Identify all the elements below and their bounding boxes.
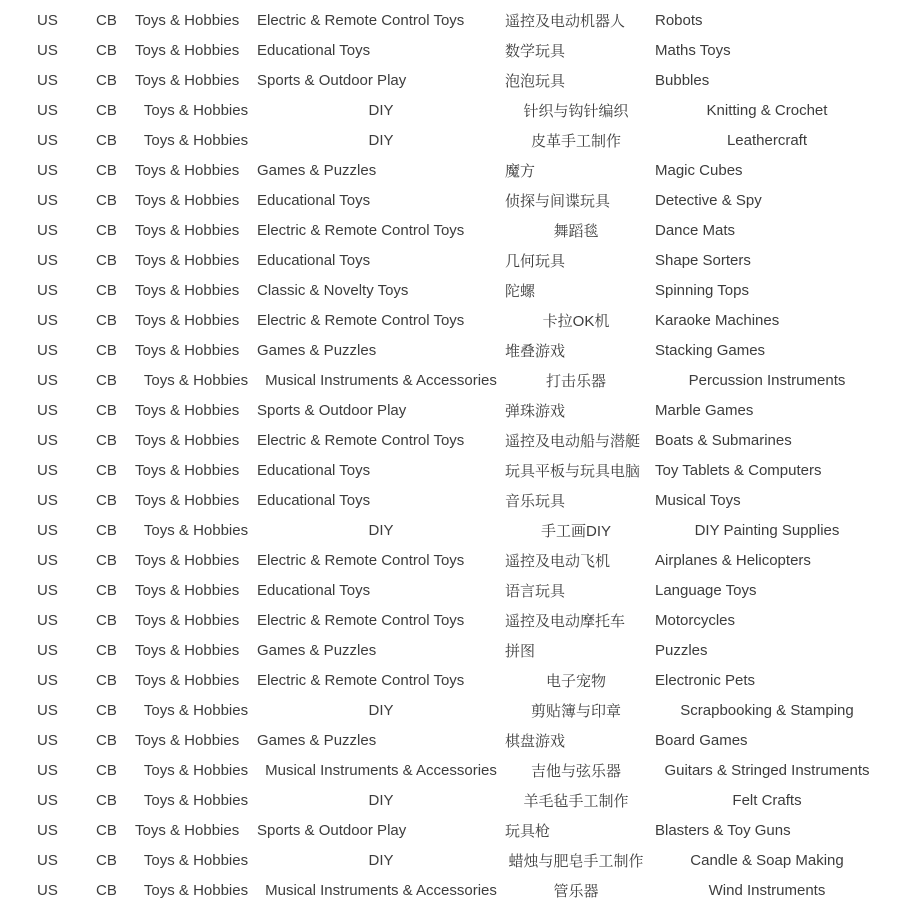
category-l1-cell: Toys & Hobbies	[143, 701, 249, 719]
category-l1-cell: Toys & Hobbies	[143, 521, 249, 539]
category-l1-cell: Toys & Hobbies	[135, 11, 240, 29]
channel-cell: CB	[96, 101, 117, 119]
category-en-cell: Board Games	[655, 731, 748, 749]
site-cell: US	[37, 851, 58, 869]
category-l1-cell: Toys & Hobbies	[135, 251, 240, 269]
category-en-cell: Stacking Games	[655, 341, 766, 359]
category-en-cell: Toy Tablets & Computers	[655, 461, 822, 479]
channel-cell: CB	[96, 641, 117, 659]
category-zh-cell: 音乐玩具	[505, 492, 566, 510]
site-cell: US	[37, 131, 58, 149]
category-l1-cell: Toys & Hobbies	[135, 41, 240, 59]
table-row	[0, 65, 904, 95]
site-cell: US	[37, 401, 58, 419]
site-cell: US	[37, 431, 58, 449]
category-en-cell: Knitting & Crochet	[706, 101, 828, 119]
table-row	[0, 155, 904, 185]
category-l1-cell: Toys & Hobbies	[135, 551, 240, 569]
category-zh-cell: 剪贴簿与印章	[530, 702, 621, 720]
category-l2-cell: Games & Puzzles	[257, 161, 377, 179]
category-l1-cell: Toys & Hobbies	[143, 761, 249, 779]
category-l2-cell: Educational Toys	[257, 191, 371, 209]
category-zh-cell: 玩具枪	[505, 822, 551, 840]
channel-cell: CB	[96, 791, 117, 809]
category-en-cell: Scrapbooking & Stamping	[680, 701, 854, 719]
table-row	[0, 335, 904, 365]
category-l2-cell: Electric & Remote Control Toys	[257, 311, 465, 329]
category-l1-cell: Toys & Hobbies	[143, 881, 249, 899]
table-row	[0, 605, 904, 635]
site-cell: US	[37, 791, 58, 809]
table-row	[0, 875, 904, 905]
site-cell: US	[37, 881, 58, 899]
category-l2-cell: Educational Toys	[257, 491, 371, 509]
channel-cell: CB	[96, 851, 117, 869]
site-cell: US	[37, 761, 58, 779]
category-zh-cell: 魔方	[505, 162, 536, 180]
category-l2-cell: Electric & Remote Control Toys	[257, 611, 465, 629]
site-cell: US	[37, 341, 58, 359]
category-en-cell: Puzzles	[655, 641, 708, 659]
category-en-cell: Electronic Pets	[655, 671, 756, 689]
category-l2-cell: Electric & Remote Control Toys	[257, 551, 465, 569]
channel-cell: CB	[96, 131, 117, 149]
category-l1-cell: Toys & Hobbies	[143, 791, 249, 809]
table-row	[0, 455, 904, 485]
category-l2-cell: Sports & Outdoor Play	[257, 71, 407, 89]
table-row	[0, 215, 904, 245]
category-l2-cell: Electric & Remote Control Toys	[257, 671, 465, 689]
site-cell: US	[37, 461, 58, 479]
category-zh-cell: 遥控及电动机器人	[505, 12, 626, 30]
category-l1-cell: Toys & Hobbies	[135, 71, 240, 89]
category-l2-cell: Musical Instruments & Accessories	[265, 371, 497, 389]
category-zh-cell: 泡泡玩具	[505, 72, 566, 90]
table-row	[0, 5, 904, 35]
site-cell: US	[37, 251, 58, 269]
category-zh-cell: 手工画DIY	[540, 522, 611, 540]
category-l2-cell: DIY	[368, 851, 394, 869]
category-zh-cell: 吉他与弦乐器	[530, 762, 621, 780]
channel-cell: CB	[96, 251, 117, 269]
category-zh-cell: 电子宠物	[545, 672, 606, 690]
table-row	[0, 185, 904, 215]
category-zh-cell: 打击乐器	[545, 372, 606, 390]
channel-cell: CB	[96, 881, 117, 899]
channel-cell: CB	[96, 401, 117, 419]
category-l1-cell: Toys & Hobbies	[143, 371, 249, 389]
category-l2-cell: Games & Puzzles	[257, 641, 377, 659]
category-zh-cell: 羊毛毡手工制作	[523, 792, 629, 810]
category-l2-cell: Educational Toys	[257, 581, 371, 599]
category-l2-cell: Musical Instruments & Accessories	[265, 761, 497, 779]
table-row	[0, 545, 904, 575]
category-l1-cell: Toys & Hobbies	[135, 821, 240, 839]
site-cell: US	[37, 371, 58, 389]
table-row	[0, 755, 904, 785]
site-cell: US	[37, 11, 58, 29]
site-cell: US	[37, 731, 58, 749]
category-zh-cell: 卡拉OK机	[542, 312, 610, 330]
site-cell: US	[37, 701, 58, 719]
category-en-cell: Magic Cubes	[655, 161, 743, 179]
category-l2-cell: Electric & Remote Control Toys	[257, 11, 465, 29]
site-cell: US	[37, 521, 58, 539]
category-zh-cell: 遥控及电动船与潜艇	[505, 432, 641, 450]
category-en-cell: Language Toys	[655, 581, 757, 599]
site-cell: US	[37, 221, 58, 239]
channel-cell: CB	[96, 281, 117, 299]
site-cell: US	[37, 41, 58, 59]
category-l2-cell: DIY	[368, 131, 394, 149]
category-zh-cell: 拼图	[505, 642, 536, 660]
category-en-cell: Felt Crafts	[732, 791, 802, 809]
table-row	[0, 695, 904, 725]
table-row	[0, 845, 904, 875]
category-l1-cell: Toys & Hobbies	[135, 191, 240, 209]
category-en-cell: Marble Games	[655, 401, 754, 419]
category-en-cell: Dance Mats	[655, 221, 736, 239]
table-row	[0, 515, 904, 545]
channel-cell: CB	[96, 821, 117, 839]
category-en-cell: Karaoke Machines	[655, 311, 780, 329]
category-l2-cell: DIY	[368, 101, 394, 119]
table-row	[0, 425, 904, 455]
category-l1-cell: Toys & Hobbies	[135, 401, 240, 419]
channel-cell: CB	[96, 311, 117, 329]
channel-cell: CB	[96, 581, 117, 599]
channel-cell: CB	[96, 11, 117, 29]
table-row	[0, 395, 904, 425]
table-row	[0, 365, 904, 395]
category-l2-cell: Games & Puzzles	[257, 341, 377, 359]
category-en-cell: Airplanes & Helicopters	[655, 551, 811, 569]
category-zh-cell: 皮革手工制作	[530, 132, 621, 150]
category-zh-cell: 侦探与间谍玩具	[505, 192, 611, 210]
channel-cell: CB	[96, 611, 117, 629]
channel-cell: CB	[96, 341, 117, 359]
channel-cell: CB	[96, 701, 117, 719]
category-en-cell: Motorcycles	[655, 611, 736, 629]
category-zh-cell: 堆叠游戏	[505, 342, 566, 360]
channel-cell: CB	[96, 461, 117, 479]
table-row	[0, 575, 904, 605]
category-l2-cell: Educational Toys	[257, 41, 371, 59]
category-zh-cell: 陀螺	[505, 282, 536, 300]
category-l1-cell: Toys & Hobbies	[143, 131, 249, 149]
category-l1-cell: Toys & Hobbies	[135, 341, 240, 359]
channel-cell: CB	[96, 161, 117, 179]
category-l1-cell: Toys & Hobbies	[135, 281, 240, 299]
category-l2-cell: Electric & Remote Control Toys	[257, 221, 465, 239]
site-cell: US	[37, 161, 58, 179]
category-en-cell: Shape Sorters	[655, 251, 751, 269]
category-l2-cell: DIY	[368, 791, 394, 809]
category-l1-cell: Toys & Hobbies	[143, 101, 249, 119]
site-cell: US	[37, 71, 58, 89]
table-row	[0, 125, 904, 155]
table-row	[0, 95, 904, 125]
category-zh-cell: 语言玩具	[505, 582, 566, 600]
category-zh-cell: 蜡烛与肥皂手工制作	[508, 852, 644, 870]
channel-cell: CB	[96, 191, 117, 209]
category-l1-cell: Toys & Hobbies	[135, 491, 240, 509]
category-en-cell: DIY Painting Supplies	[694, 521, 840, 539]
category-en-cell: Boats & Submarines	[655, 431, 792, 449]
table-row	[0, 305, 904, 335]
channel-cell: CB	[96, 371, 117, 389]
category-l2-cell: DIY	[368, 701, 394, 719]
category-l1-cell: Toys & Hobbies	[135, 731, 240, 749]
channel-cell: CB	[96, 431, 117, 449]
category-en-cell: Musical Toys	[655, 491, 741, 509]
category-zh-cell: 几何玩具	[505, 252, 566, 270]
category-zh-cell: 遥控及电动飞机	[505, 552, 611, 570]
channel-cell: CB	[96, 41, 117, 59]
table-row	[0, 725, 904, 755]
table-row	[0, 275, 904, 305]
category-l2-cell: Sports & Outdoor Play	[257, 401, 407, 419]
site-cell: US	[37, 581, 58, 599]
category-zh-cell: 弹珠游戏	[505, 402, 566, 420]
category-en-cell: Wind Instruments	[708, 881, 826, 899]
table-row	[0, 245, 904, 275]
category-en-cell: Bubbles	[655, 71, 710, 89]
category-l2-cell: Games & Puzzles	[257, 731, 377, 749]
category-l2-cell: DIY	[368, 521, 394, 539]
table-row	[0, 665, 904, 695]
channel-cell: CB	[96, 551, 117, 569]
category-l2-cell: Musical Instruments & Accessories	[265, 881, 497, 899]
category-en-cell: Blasters & Toy Guns	[655, 821, 791, 839]
category-zh-cell: 数学玩具	[505, 42, 566, 60]
site-cell: US	[37, 101, 58, 119]
site-cell: US	[37, 671, 58, 689]
category-l1-cell: Toys & Hobbies	[143, 851, 249, 869]
site-cell: US	[37, 551, 58, 569]
category-l1-cell: Toys & Hobbies	[135, 641, 240, 659]
category-l1-cell: Toys & Hobbies	[135, 161, 240, 179]
table-row	[0, 485, 904, 515]
table-row	[0, 635, 904, 665]
site-cell: US	[37, 641, 58, 659]
category-l1-cell: Toys & Hobbies	[135, 611, 240, 629]
category-l1-cell: Toys & Hobbies	[135, 671, 240, 689]
channel-cell: CB	[96, 761, 117, 779]
channel-cell: CB	[96, 731, 117, 749]
channel-cell: CB	[96, 521, 117, 539]
category-l2-cell: Educational Toys	[257, 461, 371, 479]
table-row	[0, 35, 904, 65]
category-en-cell: Percussion Instruments	[688, 371, 846, 389]
category-l2-cell: Electric & Remote Control Toys	[257, 431, 465, 449]
category-l2-cell: Sports & Outdoor Play	[257, 821, 407, 839]
category-en-cell: Candle & Soap Making	[690, 851, 844, 869]
site-cell: US	[37, 191, 58, 209]
category-l1-cell: Toys & Hobbies	[135, 581, 240, 599]
category-zh-cell: 棋盘游戏	[505, 732, 566, 750]
table-row	[0, 785, 904, 815]
category-zh-cell: 针织与钩针编织	[523, 102, 629, 120]
channel-cell: CB	[96, 221, 117, 239]
site-cell: US	[37, 281, 58, 299]
category-l1-cell: Toys & Hobbies	[135, 221, 240, 239]
category-zh-cell: 舞蹈毯	[553, 222, 599, 240]
site-cell: US	[37, 311, 58, 329]
channel-cell: CB	[96, 71, 117, 89]
category-en-cell: Leathercraft	[726, 131, 808, 149]
category-l1-cell: Toys & Hobbies	[135, 461, 240, 479]
category-zh-cell: 遥控及电动摩托车	[505, 612, 626, 630]
category-l2-cell: Classic & Novelty Toys	[257, 281, 409, 299]
category-en-cell: Maths Toys	[655, 41, 731, 59]
category-l2-cell: Educational Toys	[257, 251, 371, 269]
category-l1-cell: Toys & Hobbies	[135, 431, 240, 449]
channel-cell: CB	[96, 491, 117, 509]
site-cell: US	[37, 611, 58, 629]
category-en-cell: Guitars & Stringed Instruments	[664, 761, 870, 779]
category-l1-cell: Toys & Hobbies	[135, 311, 240, 329]
category-en-cell: Spinning Tops	[655, 281, 749, 299]
table-row	[0, 815, 904, 845]
category-en-cell: Detective & Spy	[655, 191, 762, 209]
category-zh-cell: 管乐器	[553, 882, 599, 900]
site-cell: US	[37, 491, 58, 509]
category-zh-cell: 玩具平板与玩具电脑	[505, 462, 641, 480]
channel-cell: CB	[96, 671, 117, 689]
category-en-cell: Robots	[655, 11, 703, 29]
site-cell: US	[37, 821, 58, 839]
